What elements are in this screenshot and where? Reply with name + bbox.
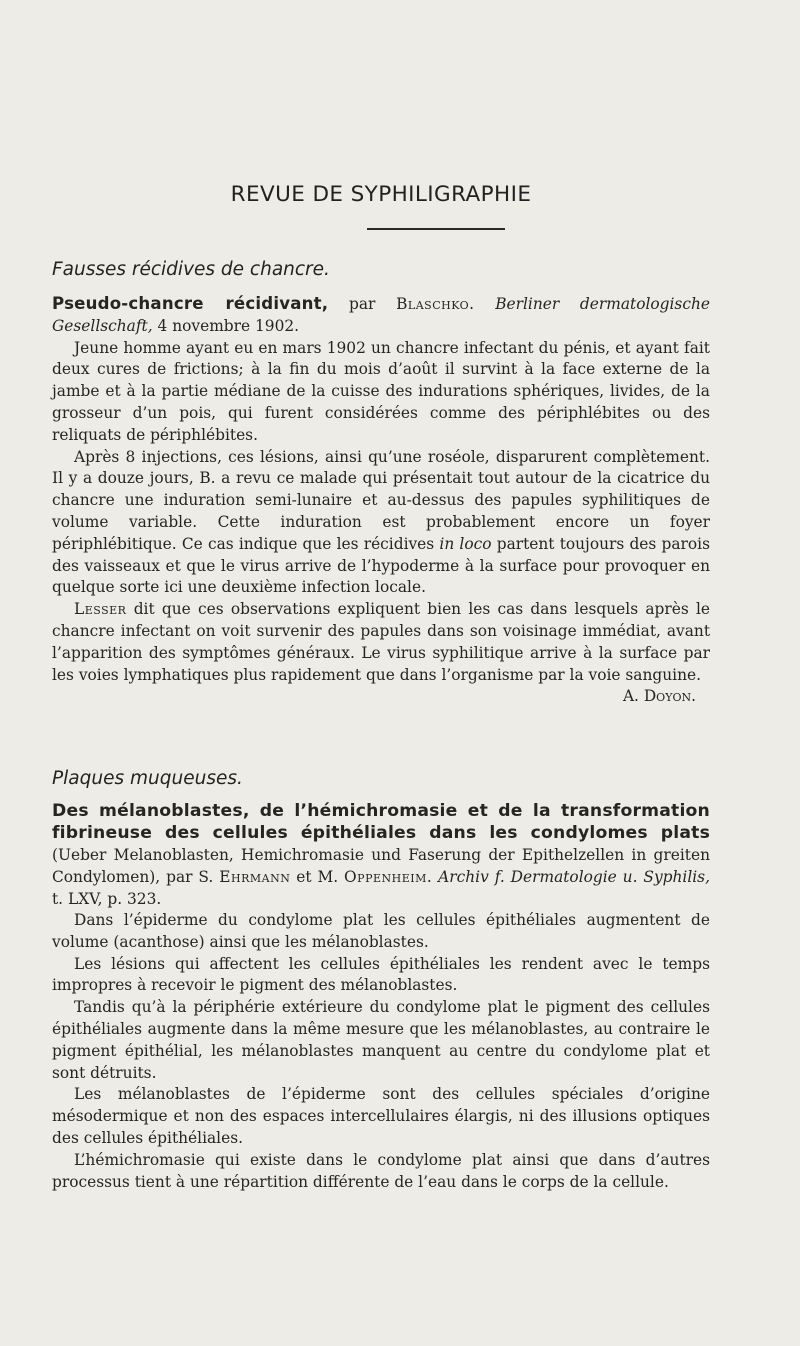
journal: Archiv f. Dermatologie u. Syphilis,	[438, 868, 710, 886]
reference: t. LXV, p. 323.	[52, 890, 162, 908]
paragraph: Tandis qu’à la périphérie extérieure du condylome plat le pigment des cellules épithéliales augmente dans la même mesure que les mélanoblastes, au contraire le pigment épithélial, les mélanoblastes manquent au centre du condylome plat et sont détruits.	[52, 998, 710, 1082]
paragraph: Dans l’épiderme du condylome plat les cellules épithéliales augmentent de volume (acanthose) ainsi que les mélanoblastes.	[52, 911, 710, 951]
signature: A. Doyon.	[622, 687, 696, 706]
date: 4 novembre 1902.	[157, 316, 300, 335]
article-subtitle: (Ueber Melanoblasten, Hemichromasie und Faserung der Epithelzellen in greiten Condylomen),	[52, 846, 710, 886]
section-title-plaques-muqueuses: Plaques muqueuses.	[52, 768, 243, 789]
paragraph: L’hémichromasie qui existe dans le condylome plat ainsi que dans d’autres processus tient à une répartition différente de l’eau dans le corps de la cellule.	[52, 1150, 710, 1191]
article-melanoblastes	[52, 800, 710, 1193]
running-title: REVUE DE SYPHILIGRAPHIE	[230, 182, 532, 207]
author: Oppenheim.	[344, 868, 433, 886]
title-rule	[367, 228, 505, 230]
article-heading: Pseudo-chancre récidivant, par Blaschko. Berliner dermatologische Gesellschaft, 4 novembre 1902.	[52, 294, 710, 335]
journal: Berliner dermatologische Gesellschaft,	[52, 295, 710, 335]
author: Blaschko.	[396, 295, 475, 313]
paragraph: Les mélanoblastes de l’épiderme sont des cellules spéciales d’origine mésodermique et non des espaces intercellulaires élargis, ni des illusions optiques des cellules épithéliales.	[52, 1085, 710, 1147]
article-title: Des mélanoblastes, de l’hémichromasie et de la transformation fibrineuse des cellules épithéliales dans les condylomes plats	[52, 801, 710, 843]
paragraph: Lesser dit que ces observations expliquent bien les cas dans lesquels après le chancre infectant on voit survenir des papules dans son voisinage immédiat, avant l’apparition des symptômes généraux. Le virus syphilitique arrive à la surface par les voies lymphatiques plus rapidement que dans l’organisme par la voie sanguine. A. Doyon.	[52, 599, 710, 686]
paragraph: Les lésions qui affectent les cellules épithéliales les rendent avec le temps impropres à recevoir le pigment des mélanoblastes.	[52, 954, 710, 995]
paragraph: Jeune homme ayant eu en mars 1902 un chancre infectant du pénis, et ayant fait deux cures de frictions; à la fin du mois d’août il survint à la face externe de la jambe et à la partie médiane de la cuisse des indurations sphériques, livides, de la grosseur d’un pois, qui furent considérées comme des périphlébites ou des reliquats de périphlébites.	[52, 338, 710, 444]
article-pseudo-chancre	[52, 293, 710, 708]
author-lesser: Lesser	[74, 600, 127, 619]
article-heading: Des mélanoblastes, de l’hémichromasie et de la transformation fibrineuse des cellules épithéliales dans les condylomes plats (Ueber Melanoblasten, Hemichromasie und Faserung der Epithelzellen in greiten Condylomen), par S. Ehrmann et M. Oppenheim. Archiv f. Dermatologie u. Syphilis, t. LXV, p. 323.	[52, 801, 710, 908]
article-title: Pseudo-chancre récidivant,	[52, 294, 329, 313]
author: Ehrmann	[219, 868, 291, 886]
paragraph: Après 8 injections, ces lésions, ainsi qu’une roséole, disparurent complètement. Il y a douze jours, B. a revu ce malade qui présentait tout autour de la cicatrice du chancre une induration semi-lunaire et au-dessus des papules syphilitiques de volume variable. Cette induration est probablement encore un foyer périphlébitique. Ce cas indique que les récidives in loco partent toujours des parois des vaisseaux et que le virus arrive de l’hypoderme à la surface pour provoquer en quelque sorte ici une deuxième infection locale.	[52, 447, 710, 597]
section-title-fausses-recidives: Fausses récidives de chancre.	[52, 259, 330, 280]
